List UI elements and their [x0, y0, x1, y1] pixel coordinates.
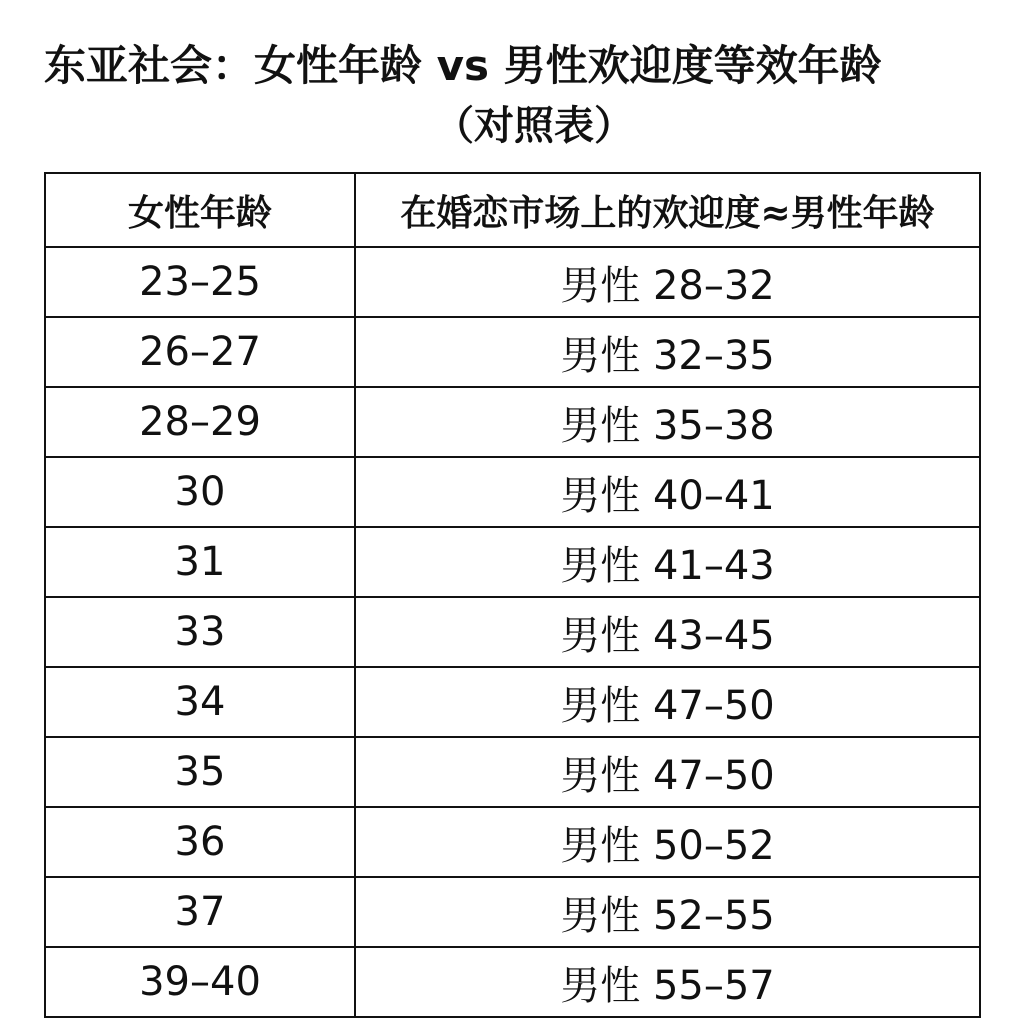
male-age-cell: 男性 32–35 — [355, 317, 980, 387]
table-row — [45, 597, 980, 667]
female-age-cell: 31 — [45, 527, 355, 597]
female-age-cell: 26–27 — [45, 317, 355, 387]
page-subtitle — [0, 98, 1024, 154]
female-age-cell: 33 — [45, 597, 355, 667]
header-female-age: 女性年龄 — [45, 173, 355, 247]
male-age-cell: 男性 35–38 — [355, 387, 980, 457]
table-row — [45, 667, 980, 737]
table-row — [45, 247, 980, 317]
male-age-cell: 男性 47–50 — [355, 667, 980, 737]
table-row — [45, 387, 980, 457]
table-row — [45, 877, 980, 947]
female-age-cell: 30 — [45, 457, 355, 527]
table-row — [45, 457, 980, 527]
male-age-cell: 男性 47–50 — [355, 737, 980, 807]
female-age-cell: 23–25 — [45, 247, 355, 317]
female-age-cell: 34 — [45, 667, 355, 737]
female-age-cell: 28–29 — [45, 387, 355, 457]
page-title: 东亚社会：女性年龄 vs 男性欢迎度等效年龄 — [44, 41, 882, 90]
female-age-cell: 35 — [45, 737, 355, 807]
subtitle-text: （对照表） — [434, 103, 634, 149]
female-age-cell: 39–40 — [45, 947, 355, 1017]
male-age-cell: 男性 40–41 — [355, 457, 980, 527]
male-age-cell: 男性 41–43 — [355, 527, 980, 597]
male-age-cell: 男性 50–52 — [355, 807, 980, 877]
table-header-row — [45, 173, 980, 247]
table-row — [45, 807, 980, 877]
table-row — [45, 947, 980, 1017]
male-age-cell: 男性 28–32 — [355, 247, 980, 317]
table-row — [45, 737, 980, 807]
female-age-cell: 37 — [45, 877, 355, 947]
male-age-cell: 男性 52–55 — [355, 877, 980, 947]
comparison-table — [44, 172, 981, 1018]
female-age-cell: 36 — [45, 807, 355, 877]
male-age-cell: 男性 43–45 — [355, 597, 980, 667]
table-row — [45, 527, 980, 597]
male-age-cell: 男性 55–57 — [355, 947, 980, 1017]
header-male-equivalent-age: 在婚恋市场上的欢迎度≈男性年龄 — [355, 173, 980, 247]
table-row — [45, 317, 980, 387]
